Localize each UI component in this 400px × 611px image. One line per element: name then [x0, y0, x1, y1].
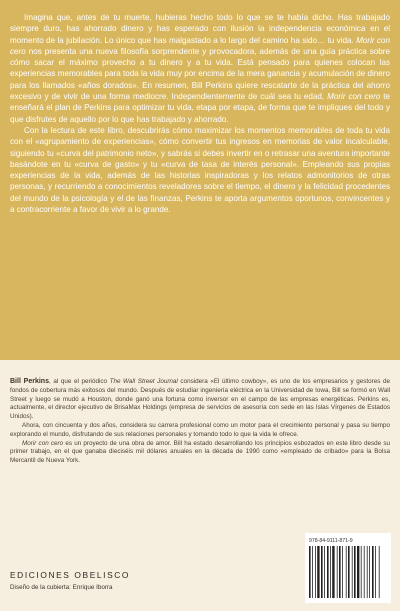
barcode-bar — [315, 546, 316, 598]
summary-paragraph-2: Con la lectura de este libro, descubrirás cómo maximizar los momentos memorables de toda tu vida con el «agrupamiento de experiencias», cómo convertir tus ingresos en memorias de valor incalculable, siguiendo tu «curva del patrimonio neto», y sabrás si debes invertir en o retrasar una aventura importante basándote en tu «curva de gasto» y tu «curva de tasa de interés personal». Empleando sus propias experiencias de la vida, además de las historias inspiradoras y los relatos admonitorios de otras personas, y recurriendo a conocimientos reveladores sobre el tiempo, el dinero y la felicidad procedentes del mundo de la psicología y el de las finanzas, Perkins te aporta argumentos oportunos, convincentes y a contracorriente a favor de vivir a lo grande. — [10, 125, 390, 215]
barcode-bar — [337, 546, 338, 598]
barcode-bar — [312, 546, 313, 598]
barcode-bar — [367, 546, 368, 598]
barcode-bar — [352, 546, 353, 598]
barcode-bar — [330, 546, 331, 598]
author-name: Bill Perkins — [10, 378, 49, 385]
author-bio — [10, 378, 390, 466]
barcode-bar — [342, 546, 343, 598]
barcode-bar — [317, 546, 319, 598]
barcode-bar — [309, 546, 311, 598]
barcode-bar — [364, 546, 365, 598]
barcode-bar — [339, 546, 341, 598]
barcode-bar — [332, 546, 334, 598]
cover-design-credit: Diseño de la cubierta: Enrique Iborra — [10, 584, 113, 591]
barcode-bar — [346, 546, 347, 598]
book-summary — [10, 12, 390, 215]
barcode-bar — [354, 546, 356, 598]
isbn-text: 978-84-9111-871-9 — [309, 538, 353, 544]
barcode-bar — [379, 546, 380, 598]
barcode-bar — [357, 546, 359, 598]
barcode-bar — [321, 546, 323, 598]
publisher-name: EDICIONES OBELISCO — [10, 570, 131, 580]
barcode-bar — [369, 546, 370, 598]
barcode-bar — [327, 546, 329, 598]
barcode-bar — [361, 546, 362, 598]
barcode-bar — [324, 546, 325, 598]
barcode — [305, 533, 391, 603]
barcode-bar — [348, 546, 350, 598]
summary-paragraph-1: Imagina que, antes de tu muerte, hubieras hecho todo lo que se te había dicho. Has trabajado siempre duro, has ahorrado dinero y has esperado con ilusión la independencia económica en el momento de la jubilación. Lo único que has malgastado a lo largo del camino ha sido… tu vida. Morir con cero nos presenta una nueva filosofía sorprendente y provocadora, además de una guía práctica sobre cómo sacar el máximo provecho a tu dinero y a tu vida. Está pensado para quienes colocan las experiencias memorables para toda la vida muy por encima de la mera ganancia y acumulación de dinero para los llamados «años dorados». En resumen, Bill Perkins quiere rescatarte de la práctica del ahorro excesivo y de vivir de una forma mediocre. Independientemente de cuál sea tu edad, Morir con cero te enseñará el plan de Perkins para optimizar tu vida, etapa por etapa, de forma que te impliques del todo y que disfrutes de aquello por lo que has trabajado y ahorrado. — [10, 13, 391, 124]
barcode-bar — [375, 546, 376, 598]
bio-paragraph-3: Morir con cero es un proyecto de una obra de amor. Bill ha estado desarrollando los principios esbozados en este libro desde su primer trabajo, en el que ganaba dieciséis mil dólares anuales en la década de 1990 como «empleado de cribado» para la Bolsa Mercantil de Nueva York. — [10, 439, 391, 465]
bio-paragraph-1: Bill Perkins, al que el periódico The Wall Street Journal considera «El último cowboy», es uno de los empresarios y gestores de fondos de cobertura más exitosos del mundo. Después de estudiar ingeniería eléctrica en la Universidad de Iowa, Bill se formó en Wall Street y luego se mudó a Houston, donde ganó una fortuna como inversor en el campo de las empresas energéticas. Perkins es, actualmente, el director ejecutivo de BrisaMax Holdings (empresa de servicios de asesoría con sede en las Islas Vírgenes de Estados Unidos). — [10, 378, 390, 421]
barcode-bar — [372, 546, 374, 598]
bio-paragraph-2: Ahora, con cincuenta y dos años, considera su carrera profesional como un motor para el crecimiento personal y pasa su tiempo explorando el mundo, disfrutando de sus relaciones personales y tomando todo lo que la vida le ofrece. — [10, 421, 390, 438]
